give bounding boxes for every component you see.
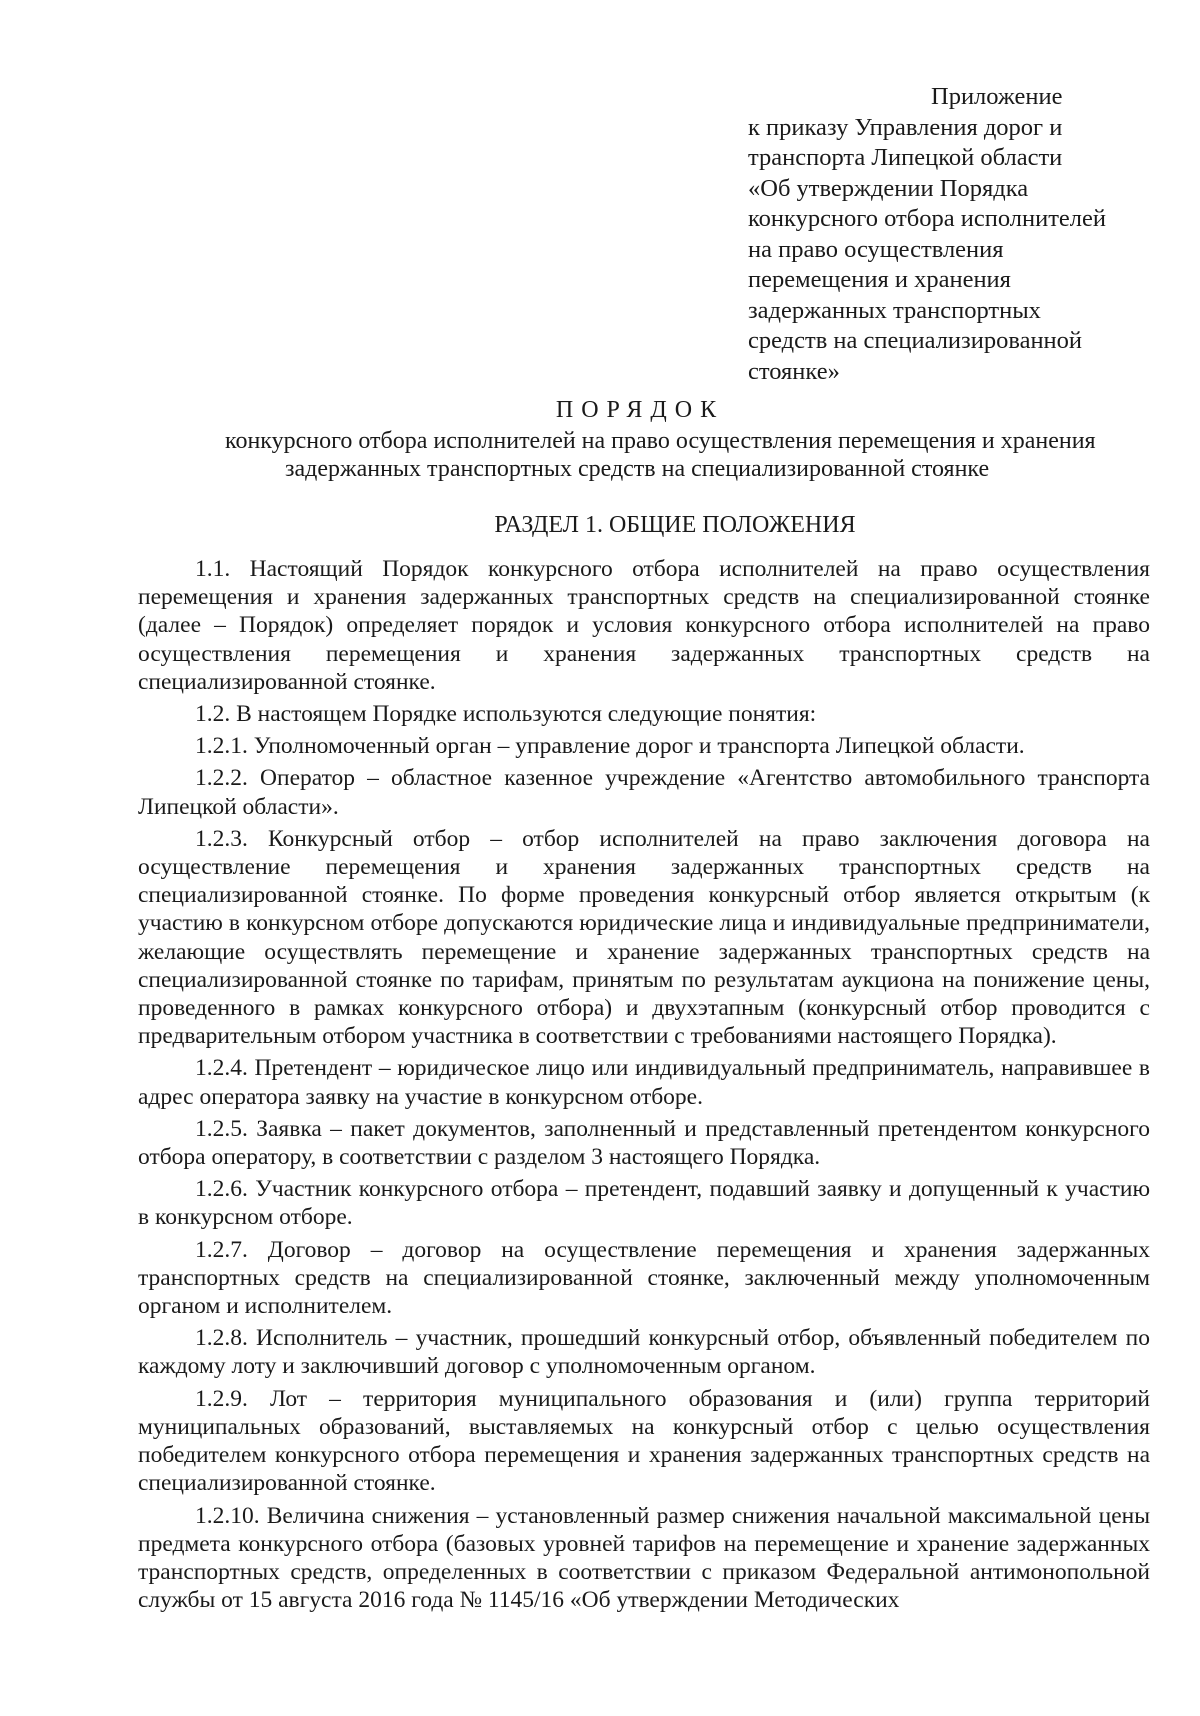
- appendix-line: задержанных транспортных: [748, 296, 1041, 324]
- paragraph: 1.1. Настоящий Порядок конкурсного отбора исполнителей на право осуществления перемещения и хранения задержанных транспортных средств на специализированной стоянке (далее – Порядок) определяет порядок и условия конкурсного отбора исполнителей на право осуществления перемещения и хранения задержанных транспортных средств на специализированной стоянке.: [138, 556, 1150, 695]
- document-body: [138, 555, 1150, 1618]
- appendix-block: [748, 82, 1168, 387]
- subtitle-line: задержанных транспортных средств на специализированной стоянке: [285, 456, 990, 482]
- appendix-line: к приказу Управления дорог и: [748, 113, 1063, 141]
- paragraph: 1.2.8. Исполнитель – участник, прошедший конкурсный отбор, объявленный победителем по каждому лоту и заключивший договор с уполномоченным органом.: [138, 1325, 1150, 1380]
- appendix-line: перемещения и хранения: [748, 266, 1011, 293]
- appendix-line: «Об утверждении Порядка: [748, 174, 1029, 202]
- appendix-heading: Приложение: [931, 83, 1063, 110]
- appendix-line: конкурсного отбора исполнителей: [748, 205, 1106, 232]
- paragraph: 1.2.5. Заявка – пакет документов, заполненный и представленный претендентом конкурсного отбора оператору, в соответствии с разделом 3 настоящего Порядка.: [138, 1115, 1150, 1171]
- appendix-line: на право осуществления: [748, 235, 1004, 263]
- section-heading: РАЗДЕЛ 1. ОБЩИЕ ПОЛОЖЕНИЯ: [494, 512, 856, 538]
- paragraph: 1.2.7. Договор – договор на осуществление перемещения и хранения задержанных транспортных средств на специализированной стоянке, заключенный между уполномоченным органом и исполнителем.: [138, 1236, 1150, 1320]
- subtitle-line: конкурсного отбора исполнителей на право осуществления перемещения и хранения: [225, 428, 1096, 454]
- document-title: ПОРЯДОК: [555, 397, 725, 423]
- paragraph: 1.2.10. Величина снижения – установленный размер снижения начальной максимальной цены предмета конкурсного отбора (базовых уровней тарифов на перемещение и хранение задержанных транспортных средств, определенных в соответствии с приказом Федеральной антимонопольной службы от 15 августа 2016 года № 1145/16 «Об утверждении Методических: [138, 1502, 1150, 1614]
- paragraph: 1.2.3. Конкурсный отбор – отбор исполнителей на право заключения договора на осуществление перемещения и хранения задержанных транспортных средств на специализированной стоянке. По форме проведения конкурсный отбор является открытым (к участию в конкурсном отборе допускаются юридические лица и индивидуальные предприниматели, желающие осуществлять перемещение и хранение задержанных транспортных средств на специализированной стоянке по тарифам, принятым по результатам аукциона на понижение цены, проведенного в рамках конкурсного отбора) и двухэтапным (конкурсный отбор проводится с предварительным отбором участника в соответствии с требованиями настоящего Порядка).: [138, 825, 1150, 1050]
- appendix-line: стоянке»: [748, 357, 840, 385]
- paragraph: 1.2.2. Оператор – областное казенное учреждение «Агентство автомобильного транспорта Липецкой области».: [138, 765, 1150, 820]
- paragraph: 1.2.4. Претендент – юридическое лицо или индивидуальный предприниматель, направившее в адрес оператора заявку на участие в конкурсном отборе.: [138, 1055, 1150, 1110]
- paragraph: 1.2.1. Уполномоченный орган – управление дорог и транспорта Липецкой области.: [195, 733, 1025, 760]
- paragraph: 1.2.9. Лот – территория муниципального образования и (или) группа территорий муниципальных образований, выставляемых на конкурсный отбор с целью осуществления победителем конкурсного отбора перемещения и хранения задержанных транспортных средств на специализированной стоянке.: [138, 1385, 1150, 1497]
- paragraph: 1.2. В настоящем Порядке используются следующие понятия:: [195, 701, 817, 728]
- paragraph: 1.2.6. Участник конкурсного отбора – претендент, подавший заявку и допущенный к участию в конкурсном отборе.: [138, 1176, 1150, 1231]
- appendix-line: транспорта Липецкой области: [748, 144, 1063, 171]
- appendix-line: средств на специализированной: [748, 327, 1083, 354]
